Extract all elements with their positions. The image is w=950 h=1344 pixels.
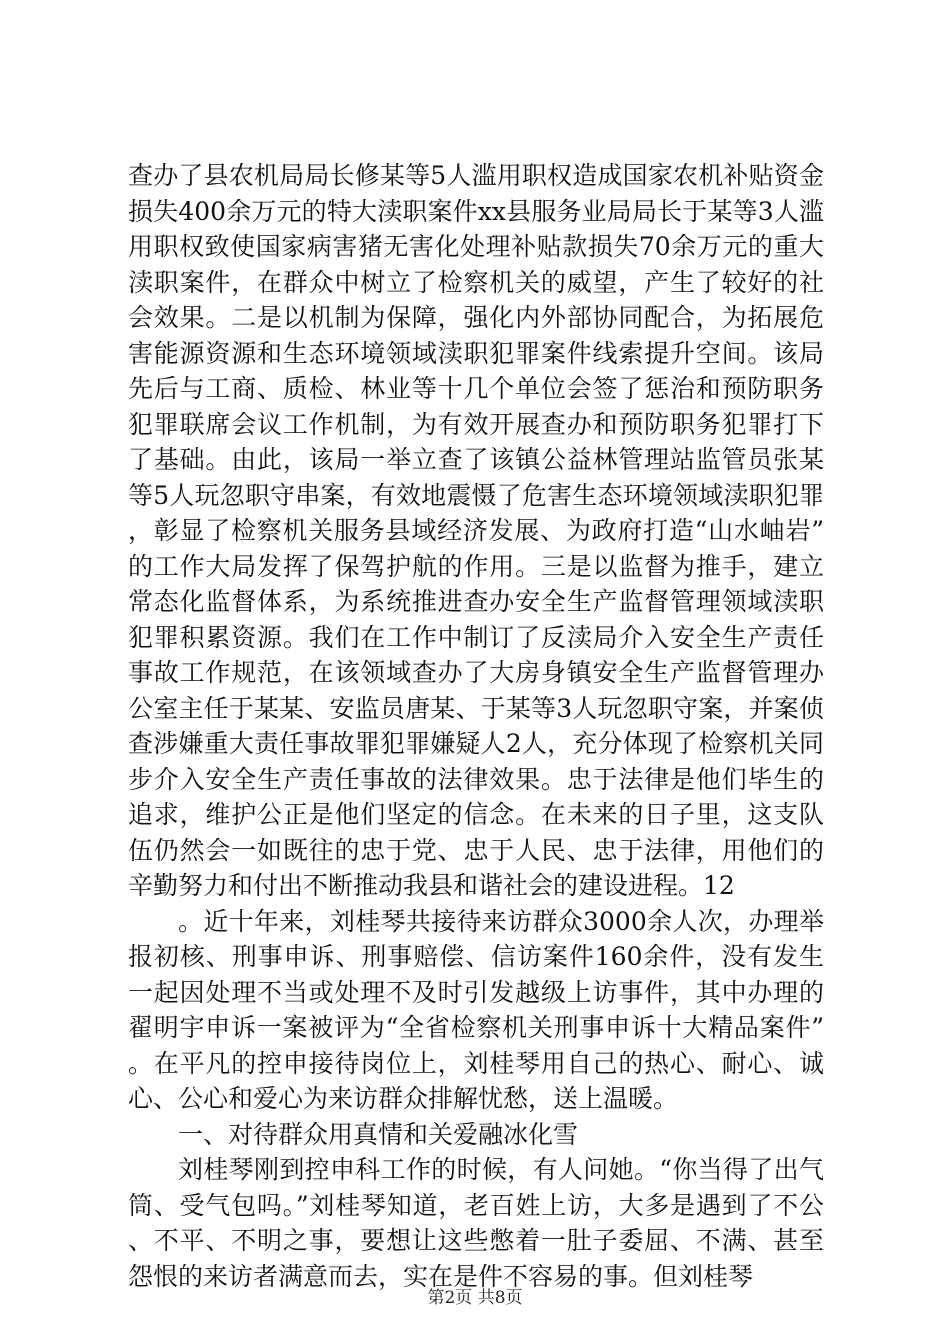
page-footer: 第2页 共8页	[427, 1288, 523, 1308]
document-body	[128, 158, 824, 1294]
section-heading: 一、对待群众用真情和关爱融冰化雪	[178, 1119, 579, 1149]
body-paragraph: 查办了县农机局局长修某等5人滥用职权造成国家农机补贴资金损失400余万元的特大渎职案件xx县服务业局局长于某等3人滥用职权致使国家病害猪无害化处理补贴款损失70余万元的重大渎职案件，在群众中树立了检察机关的威望，产生了较好的社会效果。二是以机制为保障，强化内外部协同配合，为拓展危害能源资源和生态环境领域渎职犯罪案件线索提升空间。该局先后与工商、质检、林业等十几个单位会签了惩治和预防职务犯罪联席会议工作机制，为有效开展查办和预防职务犯罪打下了基础。由此，该局一举立查了该镇公益林管理站监管员张某等5人玩忽职守串案，有效地震慑了危害生态环境领域渎职犯罪，彰显了检察机关服务县域经济发展、为政府打造“山水岫岩”的工作大局发挥了保驾护航的作用。三是以监督为推手，建立常态化监督体系，为系统推进查办安全生产监督管理领域渎职犯罪积累资源。我们在工作中制订了反渎局介入安全生产责任事故工作规范，在该领域查办了大房身镇安全生产监督管理办公室主任于某某、安监员唐某、于某等3人玩忽职守案，并案侦查涉嫌重大责任事故罪犯罪嫌疑人2人，充分体现了检察机关同步介入安全生产责任事故的法律效果。忠于法律是他们毕生的追求，维护公正是他们坚定的信念。在未来的日子里，这支队伍仍然会一如既往的忠于党、忠于人民、忠于法律，用他们的辛勤努力和付出不断推动我县和谐社会的建设进程。12	[128, 161, 824, 900]
body-paragraph: 。近十年来，刘桂琴共接待来访群众3000余人次，办理举报初核、刑事申诉、刑事赔偿、信访案件160余件，没有发生一起因处理不当或处理不及时引发越级上访事件，其中办理的翟明宇申诉一案被评为“全省检察机关刑事申诉十大精品案件”。在平凡的控申接待岗位上，刘桂琴用自己的热心、耐心、诚心、公心和爱心为来访群众排解忧愁，送上温暖。	[128, 906, 824, 1113]
body-paragraph: 刘桂琴刚到控申科工作的时候，有人问她。“你当得了出气筒、受气包吗。”刘桂琴知道，老百姓上访，大多是遇到了不公、不平、不明之事，要想让这些憋着一肚子委屈、不满、甚至怨恨的来访者满意而去，实在是件不容易的事。但刘桂琴	[128, 1155, 824, 1291]
